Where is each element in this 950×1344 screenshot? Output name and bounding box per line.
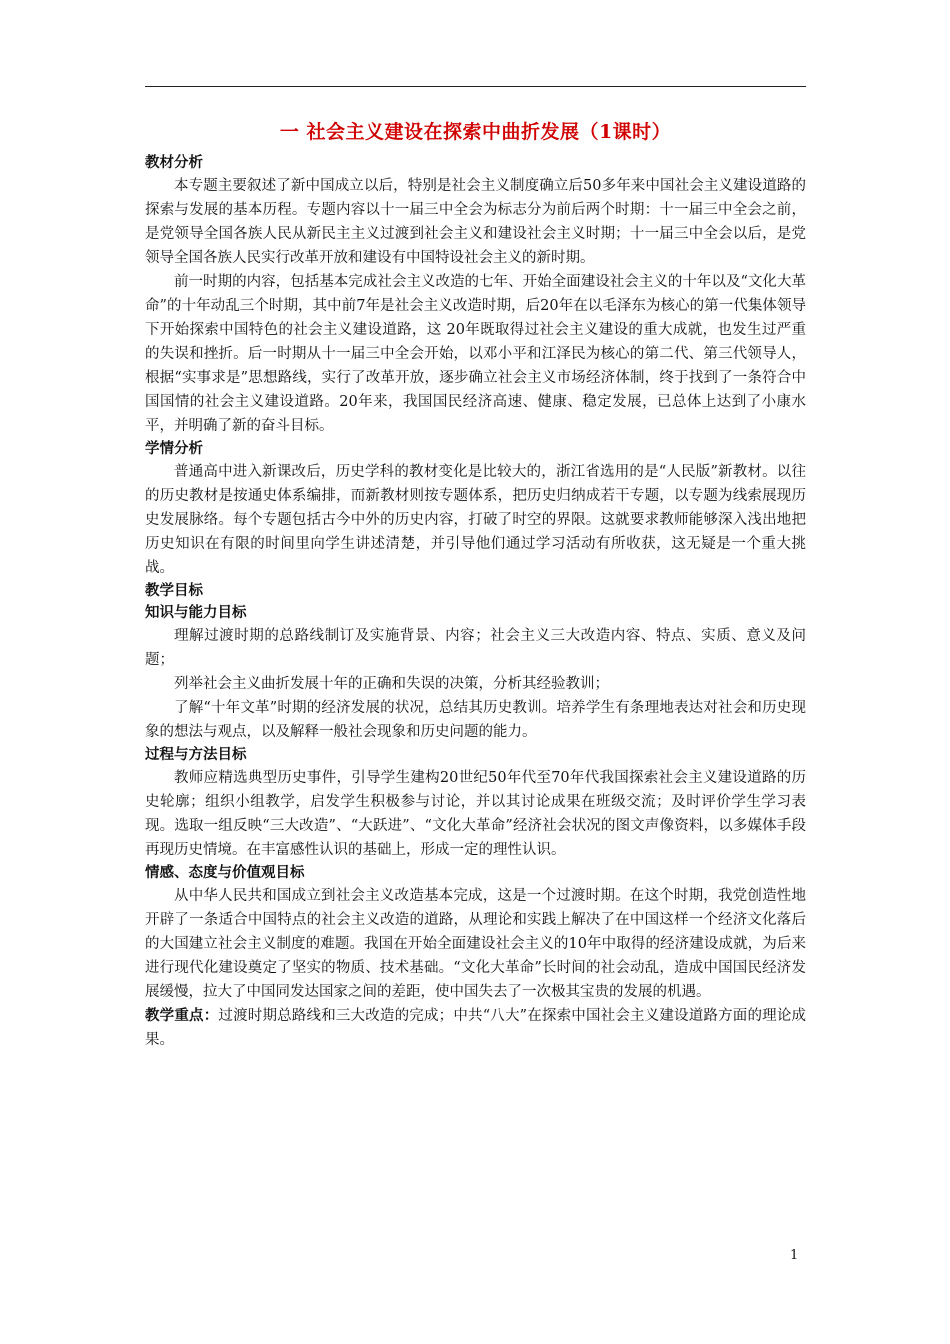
section-heading-values-goals: 情感、态度与价值观目标 bbox=[145, 864, 305, 881]
paragraph: 教师应精选典型历史事件，引导学生建构20世纪50年代至70年代我国探索社会主义建设道路的历史轮廓；组织小组教学，启发学生积极参与讨论，并以其讨论成果在班级交流；及时评价学生学习表现。选取一组反映“三大改造”、“大跃进”、“文化大革命”经济社会状况的图文声像资料，以多媒体手段再现历史情境。在丰富感性认识的基础上，形成一定的理性认识。 bbox=[145, 770, 806, 858]
section-heading-student-analysis: 学情分析 bbox=[145, 440, 203, 457]
key-point-paragraph bbox=[145, 1004, 806, 1052]
key-point-text: 过渡时期总路线和三大改造的完成；中共“八大”在探索中国社会主义建设道路方面的理论成果。 bbox=[145, 1008, 807, 1048]
section-heading-knowledge-goals: 知识与能力目标 bbox=[145, 604, 247, 621]
paragraph: 前一时期的内容，包括基本完成社会主义改造的七年、开始全面建设社会主义的十年以及“文化大革命”的十年动乱三个时期，其中前7年是社会主义改造时期，后20年在以毛泽东为核心的第一代集体领导下开始探索中国特色的社会主义建设道路，这 20年既取得过社会主义建设的重大成就，也发生过严重的失误和挫折。后一时期从十一届三中全会开始，以邓小平和江泽民为核心的第二代、第三代领导人，根据“实事求是”思想路线，实行了改革开放，逐步确立社会主义市场经济体制，终于找到了一条符合中国国情的社会主义建设道路。20年来，我国国民经济高速、健康、稳定发展，已总体上达到了小康水平，并明确了新的奋斗目标。 bbox=[145, 274, 806, 434]
paragraph: 本专题主要叙述了新中国成立以后，特别是社会主义制度确立后50多年来中国社会主义建设道路的探索与发展的基本历程。专题内容以十一届三中全会为标志分为前后两个时期：十一届三中全会之前，是党领导全国各族人民从新民主主义过渡到社会主义和建设社会主义时期；十一届三中全会以后，是党领导全国各族人民实行改革开放和建设有中国特设社会主义的新时期。 bbox=[145, 178, 806, 266]
page-number: 1 bbox=[790, 1248, 799, 1263]
section-heading-process-goals: 过程与方法目标 bbox=[145, 746, 247, 763]
paragraph: 理解过渡时期的总路线制订及实施背景、内容；社会主义三大改造内容、特点、实质、意义及问题； bbox=[145, 628, 806, 668]
paragraph: 从中华人民共和国成立到社会主义改造基本完成，这是一个过渡时期。在这个时期，我党创造性地开辟了一条适合中国特点的社会主义改造的道路，从理论和实践上解决了在中国这样一个经济文化落后的大国建立社会主义制度的难题。我国在开始全面建设社会主义的10年中取得的经济建设成就，为后来进行现代化建设奠定了坚实的物质、技术基础。“文化大革命”长时间的社会动乱，造成中国国民经济发展缓慢，拉大了中国同发达国家之间的差距，使中国失去了一次极其宝贵的发展的机遇。 bbox=[145, 888, 806, 1000]
key-point-label: 教学重点： bbox=[145, 1007, 219, 1024]
paragraph: 普通高中进入新课改后，历史学科的教材变化是比较大的，浙江省选用的是“人民版”新教材。以往的历史教材是按通史体系编排，而新教材则按专题体系，把历史归纳成若干专题，以专题为线索展现历史发展脉络。每个专题包括古今中外的历史内容，打破了时空的界限。这就要求教师能够深入浅出地把历史知识在有限的时间里向学生讲述清楚，并引导他们通过学习活动有所收获，这无疑是一个重大挑战。 bbox=[145, 464, 806, 576]
section-heading-teaching-goals: 教学目标 bbox=[145, 582, 203, 599]
page-title: 一 社会主义建设在探索中曲折发展（1课时） bbox=[279, 121, 672, 143]
document-body bbox=[145, 118, 806, 1052]
section-heading-textbook-analysis: 教材分析 bbox=[145, 154, 203, 171]
paragraph: 列举社会主义曲折发展十年的正确和失误的决策，分析其经验教训； bbox=[174, 676, 609, 692]
paragraph: 了解“十年文革”时期的经济发展的状况，总结其历史教训。培养学生有条理地表达对社会和历史现象的想法与观点，以及解释一般社会现象和历史问题的能力。 bbox=[145, 700, 806, 740]
header-rule bbox=[145, 86, 806, 87]
